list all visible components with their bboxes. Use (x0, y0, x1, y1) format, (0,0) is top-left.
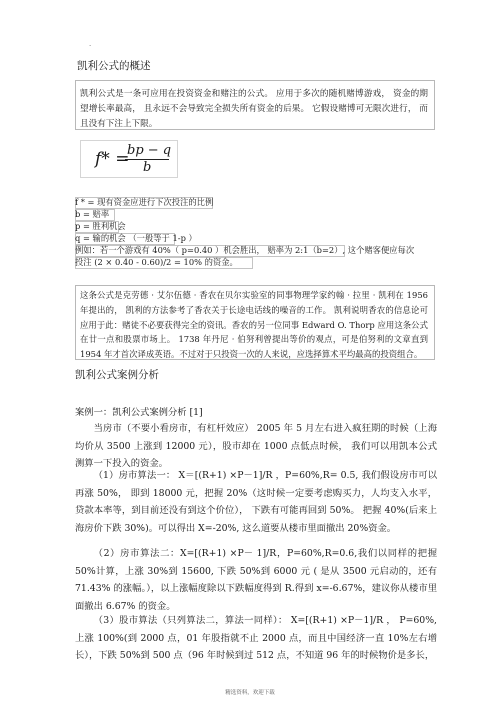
definition-line: p = 胜利机会 (75, 221, 126, 231)
top-mark: · (89, 42, 92, 50)
method-two-paragraph: （2）房市算法二：X=[(R+1) ×P－ 1]/R，P=60%,R=0.6,我们以同样的把握 50%计算，上涨 30%到 15600, 下跌 50%到 6000 元 ( 是从 3500 元启动的，还有 71.43% 的涨幅。），以上涨幅度除以下跌幅度得到 R.得到 x=-6.67%，建议你从楼市里面撤出 6.67% 的资金。 (75, 548, 437, 612)
definition-line: q = 输的机会 （一般等于 1-p ） (75, 233, 197, 243)
formula-denominator: b (143, 160, 152, 175)
formula-lhs: f* = (95, 149, 130, 169)
definition-line: 投注 (2 × 0.40 - 0.60)/2 = 10% 的资金。 (75, 257, 238, 267)
kelly-formula (80, 140, 178, 178)
definition-line: b = 赔率 (75, 209, 110, 219)
definition-line: f * = 现有资金应进行下次投注的比例 (75, 197, 214, 207)
formula-numerator: bp − q (127, 143, 172, 158)
method-one-paragraph: （1）房市算法一： X＝[(R+1) ×P－1]/R ，P=60%,R= 0.5, 我们假设房市可以再涨 50%， 即到 18000 元，把握 20%（这时候一定要考虑购买力，人均支入水平，贷款本率等，到目前还没有到这个价位）， 下跌有可能再回到 50%。 把握 40%(后来上海房价下跌 30%)。可以得出 X=-20%, 这么道要从楼市里面撤出 20%资金。 (75, 470, 437, 534)
method-three-paragraph: （3）股市算法（只列算法二，算法一同样）： X=[(R+1) ×P－1]/R ， P=60%, 上涨 100%(到 2000 点，01 年股指就不止 2000 点，而且中国经济一直 10%左右增长），下跌 50%到 500 点（96 年时候到过 512 点，不知道 96 年的时候物价是多长， (75, 615, 437, 661)
intro-paragraph: 凯利公式是一条可应用在投资资金和赌注的公式。 应用于多次的随机赌博游戏， 资金的期望增长率最高， 且永远不会导致完全损失所有资金的后果。 它假设赌博可无限次进行， 而且没有下注上下限。 (75, 80, 435, 130)
history-paragraph: 这条公式是克劳德 · 艾尔伍德 · 香农在贝尔实验室的同事物理学家约翰 · 拉里 · 凯利在 1956 年提出的， 凯利的方法参考了香农关于长途电话线的噪音的工作。 凯利说明香农的信息论可应用于此：赌徒不必要获得完全的资讯。香农的另一位同事 Edward O. Thorp 应用这条公式在廿一点和股票市场上。 1738 年丹尼 · 伯努利曾提出等价的观点，可是伯努利的文章直到 1954 年才首次译成英语。不过对于只投资一次的人来说，应选择算术平均最高的投资组合。 (75, 285, 435, 360)
case-heading: 案例一：凯利公式案例分析 [1] (75, 407, 203, 418)
case-paragraph: 当房市（不要小看房市，有杠杆效应） 2005 年 5 月左右进入疯狂期的时候（上海均价从 3500 上涨到 12000 元），股市却在 1000 点低点时候， 我们可以用凯本公式测算一下投入的资金。 (75, 423, 437, 469)
page-footer: 精选资料，欢迎下载 (225, 690, 275, 696)
section-title: 凯利公式的概述 (77, 60, 151, 72)
definition-line: 例如：若一个游戏有 40%（ p=0.40 ）机会胜出， 赔率为 2:1（b=2）, 这个赌客便应每次 (75, 245, 415, 255)
case-section-title: 凯利公式案例分析 (75, 369, 159, 381)
